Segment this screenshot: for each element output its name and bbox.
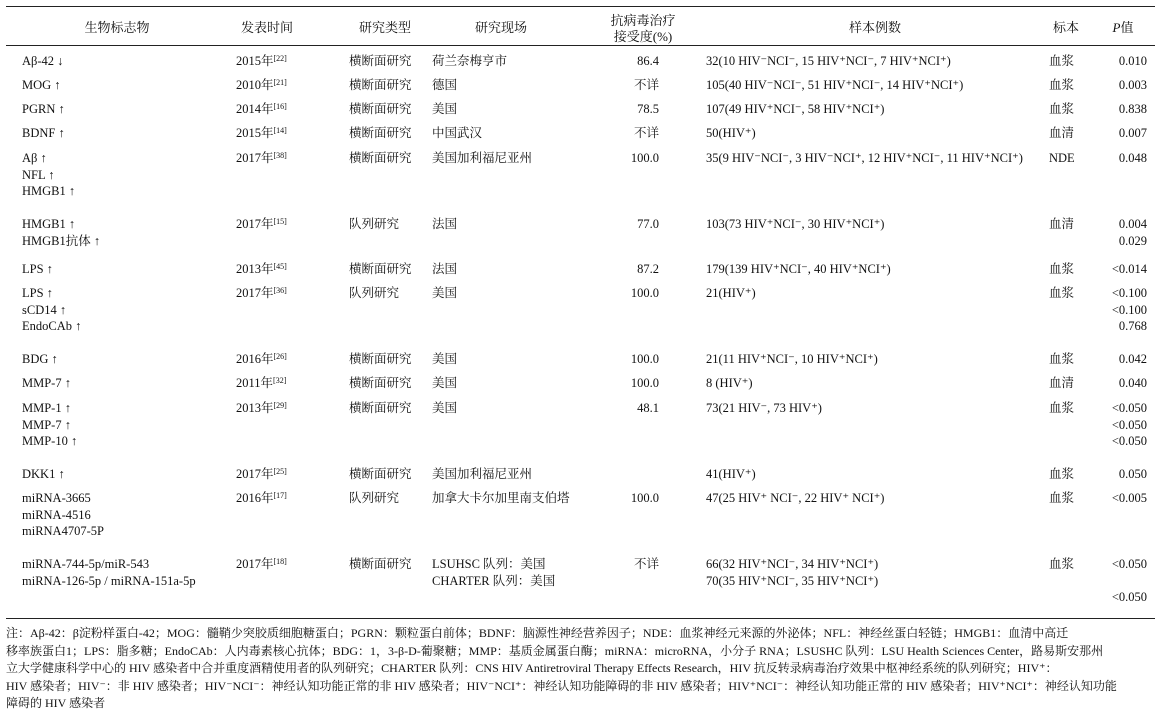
p-value-cell-line: 0.003: [1118, 78, 1147, 92]
p-value-cell-line: <0.014: [1111, 262, 1147, 276]
site-cell: [432, 466, 532, 483]
biomarker-cell-line: sCD14 ↑: [22, 302, 67, 317]
year-text: 2015年: [236, 126, 274, 140]
p-value-cell-line: 0.042: [1118, 352, 1147, 366]
biomarker-cell-line: miRNA4707-5P: [22, 524, 104, 538]
reference-marker: [16]: [273, 102, 287, 111]
p-value-cell-line: 0.838: [1118, 102, 1147, 116]
sample-cell: [706, 77, 963, 94]
biomarker-cell-line: MMP-7 ↑: [22, 417, 71, 432]
reference-marker: [36]: [273, 286, 287, 295]
header-art-rate-line1: 抗病毒治疗: [610, 13, 676, 28]
site-cell: [432, 125, 482, 142]
biomarker-cell-line: MOG ↑: [22, 78, 61, 92]
p-value-cell-line: <0.050: [1111, 401, 1147, 415]
year-text: 2017年: [236, 217, 274, 231]
biomarker-cell: [22, 216, 100, 249]
year-cell: [236, 375, 286, 392]
note-line: 立大学健康科学中心的 HIV 感染者中合并重度酒精使用者的队列研究；CHARTER 队列：CNS HIV Antiretroviral Therapy Effects Research，HIV 抗反转录病毒治疗效果中枢神经系统的队列研究；HIV⁺：: [6, 661, 1058, 675]
biomarker-cell: [22, 53, 63, 70]
sample-cell-line: 41(HIV⁺): [706, 467, 756, 481]
specimen-cell: 血浆: [1049, 78, 1075, 92]
header-p-letter: P: [1112, 20, 1121, 35]
p-value-cell: [1090, 351, 1147, 368]
reference-marker: [18]: [273, 557, 287, 566]
site-cell: [432, 375, 457, 392]
site-cell: [432, 285, 457, 302]
header-art-rate: [593, 13, 693, 45]
year-text: 2016年: [236, 352, 274, 366]
sample-cell-line: 47(25 HIV⁺ NCI⁻, 22 HIV⁺ NCI⁺): [706, 491, 885, 505]
table-notes: [6, 625, 1155, 713]
site-cell-line: 美国: [432, 286, 458, 300]
year-cell: [236, 125, 287, 142]
site-cell-line: 中国武汉: [432, 126, 483, 140]
art-rate-cell: 100.0: [630, 491, 659, 505]
p-value-cell-line: <0.005: [1111, 491, 1147, 505]
p-value-cell: [1090, 53, 1147, 70]
year-cell: [236, 216, 287, 233]
reference-marker: [21]: [273, 78, 287, 87]
year-text: 2017年: [236, 286, 274, 300]
sample-cell-line: 8 (HIV⁺): [706, 376, 753, 390]
sample-cell-line: 50(HIV⁺): [706, 126, 756, 140]
sample-cell: [706, 101, 884, 118]
sample-cell: [706, 150, 1023, 167]
p-value-cell-line: <0.050: [1111, 434, 1147, 448]
study-type-cell: 横断面研究: [349, 467, 412, 481]
biomarker-cell: [22, 466, 65, 483]
art-rate-cell: 不详: [633, 78, 659, 92]
biomarker-cell: [22, 400, 77, 450]
site-cell: [432, 490, 570, 507]
year-cell: [236, 466, 287, 483]
p-value-cell: [1090, 77, 1147, 94]
art-rate-cell: 100.0: [630, 286, 659, 300]
site-cell-line: 法国: [432, 217, 458, 231]
site-cell-line: 美国: [432, 102, 458, 116]
study-type-cell: 队列研究: [349, 491, 400, 505]
note-line: 注：Aβ-42：β淀粉样蛋白-42；MOG：髓鞘少突胶质细胞糖蛋白；PGRN：颗粒蛋白前体；BDNF：脑源性神经营养因子；NDE：血浆神经元来源的外泌体；NFL：神经丝蛋白轻链；HMGB1：血清中高迁: [6, 626, 1069, 640]
p-value-cell: [1090, 556, 1147, 606]
reference-marker: [32]: [273, 376, 287, 385]
p-value-cell: [1090, 125, 1147, 142]
biomarker-cell-line: PGRN ↑: [22, 102, 65, 116]
year-cell: [236, 556, 287, 573]
site-cell-line: 法国: [432, 262, 458, 276]
note-line: 障碍的 HIV 感染者: [6, 696, 106, 710]
biomarker-cell: [22, 125, 65, 142]
p-value-cell-line: <0.100: [1111, 286, 1147, 300]
p-value-cell: [1090, 466, 1147, 483]
biomarker-cell-line: Aβ-42 ↓: [22, 54, 64, 68]
sample-cell-line: 73(21 HIV⁻, 73 HIV⁺): [706, 401, 822, 415]
note-line: 移率族蛋白1；LPS：脂多糖；EndoCAb：人内毒素核心抗体；BDG：1，3-β-D-葡聚糖；MMP：基质金属蛋白酶；miRNA：microRNA，小分子 RNA；LSUSHC 队列：LSU Health Sciences Center，路易斯安那州: [6, 643, 1104, 658]
specimen-cell: 血浆: [1049, 102, 1075, 116]
header-p-value: [1096, 20, 1150, 36]
art-rate-cell: 100.0: [630, 376, 659, 390]
p-value-cell: [1090, 285, 1147, 335]
biomarker-cell-line: MMP-7 ↑: [22, 376, 71, 390]
p-value-cell-line: 0.029: [1118, 233, 1147, 248]
sample-cell: [706, 466, 756, 483]
study-type-cell: 横断面研究: [349, 151, 412, 165]
p-value-cell-line: 0.007: [1118, 126, 1147, 140]
art-rate-cell: 不详: [633, 557, 659, 571]
specimen-cell: 血浆: [1049, 467, 1075, 481]
biomarker-cell-line: BDG ↑: [22, 352, 58, 366]
specimen-cell: 血浆: [1049, 491, 1075, 505]
year-cell: [236, 261, 287, 278]
biomarker-cell-line: miRNA-3665: [22, 491, 91, 505]
site-cell-line: 美国加利福尼亚州: [432, 467, 533, 481]
site-cell-line: LSUHSC 队列：美国: [432, 557, 546, 571]
sample-cell: [706, 261, 891, 278]
sample-cell: [706, 285, 756, 302]
site-cell: [432, 53, 507, 70]
biomarker-cell: [22, 490, 104, 540]
biomarker-cell: [22, 351, 58, 368]
site-cell: [432, 77, 457, 94]
p-value-cell-line: 0.048: [1118, 151, 1147, 165]
art-rate-cell: 86.4: [637, 54, 659, 68]
study-type-cell: 横断面研究: [349, 557, 412, 571]
biomarker-cell-line: EndoCAb ↑: [22, 319, 82, 333]
year-text: 2011年: [236, 376, 274, 390]
p-value-cell-line: <0.050: [1111, 417, 1147, 432]
specimen-cell: 血浆: [1049, 352, 1075, 366]
specimen-cell: 血浆: [1049, 54, 1075, 68]
p-value-cell-line: <0.050: [1111, 590, 1147, 604]
header-p-suffix: 值: [1120, 20, 1134, 35]
art-rate-cell: 87.2: [637, 262, 659, 276]
year-text: 2014年: [236, 102, 274, 116]
biomarker-cell-line: MMP-1 ↑: [22, 401, 71, 415]
reference-marker: [14]: [273, 126, 287, 135]
year-cell: [236, 53, 287, 70]
site-cell: [432, 400, 457, 417]
biomarker-cell: [22, 150, 75, 200]
biomarker-cell: [22, 77, 61, 94]
header-biomarker: 生物标志物: [84, 20, 150, 35]
site-cell: [432, 216, 457, 233]
specimen-cell: 血清: [1049, 217, 1075, 231]
art-rate-cell: 48.1: [637, 401, 659, 415]
sample-cell: [706, 216, 884, 233]
header-year: 发表时间: [240, 20, 293, 35]
site-cell-line: CHARTER 队列：美国: [432, 573, 556, 588]
biomarker-cell-line: Aβ ↑: [22, 151, 47, 165]
year-cell: [236, 351, 287, 368]
art-rate-cell: 77.0: [637, 217, 659, 231]
specimen-cell: 血浆: [1049, 286, 1075, 300]
reference-marker: [38]: [273, 151, 287, 160]
year-text: 2017年: [236, 557, 274, 571]
biomarker-cell-line: LPS ↑: [22, 262, 53, 276]
study-type-cell: 横断面研究: [349, 401, 412, 415]
specimen-cell: 血浆: [1049, 401, 1075, 415]
biomarker-cell-line: MMP-10 ↑: [22, 434, 78, 448]
specimen-cell: 血清: [1049, 376, 1075, 390]
study-type-cell: 横断面研究: [349, 262, 412, 276]
biomarker-cell-line: miRNA-744-5p/miR-543: [22, 557, 150, 571]
header-sample: 样本例数: [848, 20, 901, 35]
year-text: 2013年: [236, 401, 274, 415]
reference-marker: [45]: [273, 262, 287, 271]
sample-cell-line: 70(35 HIV⁺NCI⁻, 35 HIV⁺NCI⁺): [706, 573, 879, 588]
reference-marker: [22]: [273, 54, 287, 63]
sample-cell-line: 105(40 HIV⁻NCI⁻, 51 HIV⁺NCI⁻, 14 HIV⁺NCI⁺): [706, 78, 964, 92]
sample-cell-line: 32(10 HIV⁻NCI⁻, 15 HIV⁺NCI⁻, 7 HIV⁺NCI⁺): [706, 54, 951, 68]
site-cell-line: 美国加利福尼亚州: [432, 151, 533, 165]
site-cell: [432, 261, 457, 278]
p-value-cell: [1090, 216, 1147, 249]
p-value-cell: [1090, 150, 1147, 167]
p-value-cell: [1090, 101, 1147, 118]
study-type-cell: 队列研究: [349, 286, 400, 300]
sample-cell-line: 103(73 HIV⁺NCI⁻, 30 HIV⁺NCI⁺): [706, 217, 885, 231]
p-value-cell-line: 0.040: [1118, 376, 1147, 390]
p-value-cell: [1090, 375, 1147, 392]
bottom-rule: [6, 618, 1155, 619]
art-rate-cell: 78.5: [637, 102, 659, 116]
sample-cell: [706, 400, 822, 417]
specimen-cell: 血浆: [1049, 557, 1075, 571]
biomarker-cell-line: miRNA-4516: [22, 507, 91, 522]
note-line: HIV 感染者；HIV⁻：非 HIV 感染者；HIV⁻NCI⁻：神经认知功能正常的非 HIV 感染者；HIV⁻NCI⁺：神经认知功能障碍的非 HIV 感染者；HIV⁺NCI⁻：神经认知功能正常的 HIV 感染者；HIV⁺NCI⁺：神经认知功能: [6, 678, 1117, 693]
specimen-cell: 血浆: [1049, 262, 1075, 276]
p-value-cell: [1090, 400, 1147, 450]
sample-cell: [706, 125, 756, 142]
sample-cell-line: 21(11 HIV⁺NCI⁻, 10 HIV⁺NCI⁺): [706, 352, 878, 366]
site-cell: [432, 150, 532, 167]
p-value-cell: [1090, 490, 1147, 507]
sample-cell: [706, 490, 884, 507]
sample-cell: [706, 375, 753, 392]
site-cell-line: 美国: [432, 401, 458, 415]
specimen-cell: NDE: [1049, 151, 1075, 165]
year-text: 2017年: [236, 467, 274, 481]
p-value-cell-line: <0.050: [1111, 557, 1147, 571]
site-cell: [432, 351, 457, 368]
site-cell-line: 美国: [432, 376, 458, 390]
top-rule: [6, 6, 1155, 7]
study-type-cell: 横断面研究: [349, 78, 412, 92]
sample-cell-line: 66(32 HIV⁺NCI⁻, 34 HIV⁺NCI⁺): [706, 557, 879, 571]
year-cell: [236, 77, 287, 94]
year-cell: [236, 150, 287, 167]
p-value-cell-line: 0.004: [1118, 217, 1147, 231]
site-cell-line: 德国: [432, 78, 458, 92]
year-text: 2017年: [236, 151, 274, 165]
sample-cell: [706, 556, 878, 589]
p-value-cell-line: 0.768: [1118, 319, 1147, 333]
year-cell: [236, 101, 287, 118]
year-text: 2013年: [236, 262, 274, 276]
biomarker-cell-line: BDNF ↑: [22, 126, 65, 140]
reference-marker: [26]: [273, 352, 287, 361]
header-study-type: 研究类型: [358, 20, 411, 35]
reference-marker: [17]: [273, 491, 287, 500]
p-value-cell: [1090, 261, 1147, 278]
p-value-cell-line: 0.050: [1118, 467, 1147, 481]
sample-cell-line: 21(HIV⁺): [706, 286, 756, 300]
reference-marker: [15]: [273, 217, 287, 226]
year-cell: [236, 285, 287, 302]
study-type-cell: 横断面研究: [349, 54, 412, 68]
year-cell: [236, 400, 287, 417]
p-value-cell-line: [1090, 573, 1147, 590]
site-cell: [432, 101, 457, 118]
year-text: 2016年: [236, 491, 274, 505]
biomarker-cell-line: HMGB1抗体 ↑: [22, 233, 101, 248]
sample-cell-line: 35(9 HIV⁻NCI⁻, 3 HIV⁻NCI⁺, 12 HIV⁺NCI⁻, 11 HIV⁺NCI⁺): [706, 151, 1023, 165]
p-value-cell-line: <0.100: [1111, 302, 1147, 317]
sample-cell: [706, 53, 951, 70]
sample-cell-line: 179(139 HIV⁺NCI⁻, 40 HIV⁺NCI⁺): [706, 262, 891, 276]
site-cell: [432, 556, 555, 589]
study-type-cell: 横断面研究: [349, 376, 412, 390]
biomarker-cell: [22, 261, 53, 278]
biomarker-cell-line: miRNA-126-5p / miRNA-151a-5p: [22, 573, 196, 588]
year-text: 2015年: [236, 54, 274, 68]
year-text: 2010年: [236, 78, 274, 92]
site-cell-line: 加拿大卡尔加里南支伯塔: [432, 491, 570, 505]
reference-marker: [25]: [273, 467, 287, 476]
biomarker-cell-line: HMGB1 ↑: [22, 217, 76, 231]
header-rule: [6, 45, 1155, 46]
biomarker-cell: [22, 101, 65, 118]
biomarker-cell-line: HMGB1 ↑: [22, 184, 76, 198]
p-value-cell-line: 0.010: [1118, 54, 1147, 68]
header-art-rate-line2: 接受度(%): [613, 29, 673, 44]
art-rate-cell: 100.0: [630, 352, 659, 366]
biomarker-cell: [22, 556, 196, 589]
sample-cell: [706, 351, 878, 368]
header-site: 研究现场: [474, 20, 527, 35]
study-type-cell: 横断面研究: [349, 102, 412, 116]
study-type-cell: 横断面研究: [349, 126, 412, 140]
sample-cell-line: 107(49 HIV⁺NCI⁻, 58 HIV⁺NCI⁺): [706, 102, 885, 116]
biomarker-cell-line: LPS ↑: [22, 286, 53, 300]
site-cell-line: 荷兰奈梅亨市: [432, 54, 508, 68]
art-rate-cell: 不详: [633, 126, 659, 140]
biomarker-cell-line: NFL ↑: [22, 167, 55, 182]
art-rate-cell: 100.0: [630, 151, 659, 165]
year-cell: [236, 490, 287, 507]
biomarker-cell: [22, 285, 81, 335]
specimen-cell: 血清: [1049, 126, 1075, 140]
header-specimen: 标本: [1052, 20, 1079, 35]
reference-marker: [29]: [273, 401, 287, 410]
site-cell-line: 美国: [432, 352, 458, 366]
biomarker-cell: [22, 375, 71, 392]
biomarker-cell-line: DKK1 ↑: [22, 467, 65, 481]
study-type-cell: 队列研究: [349, 217, 400, 231]
study-type-cell: 横断面研究: [349, 352, 412, 366]
